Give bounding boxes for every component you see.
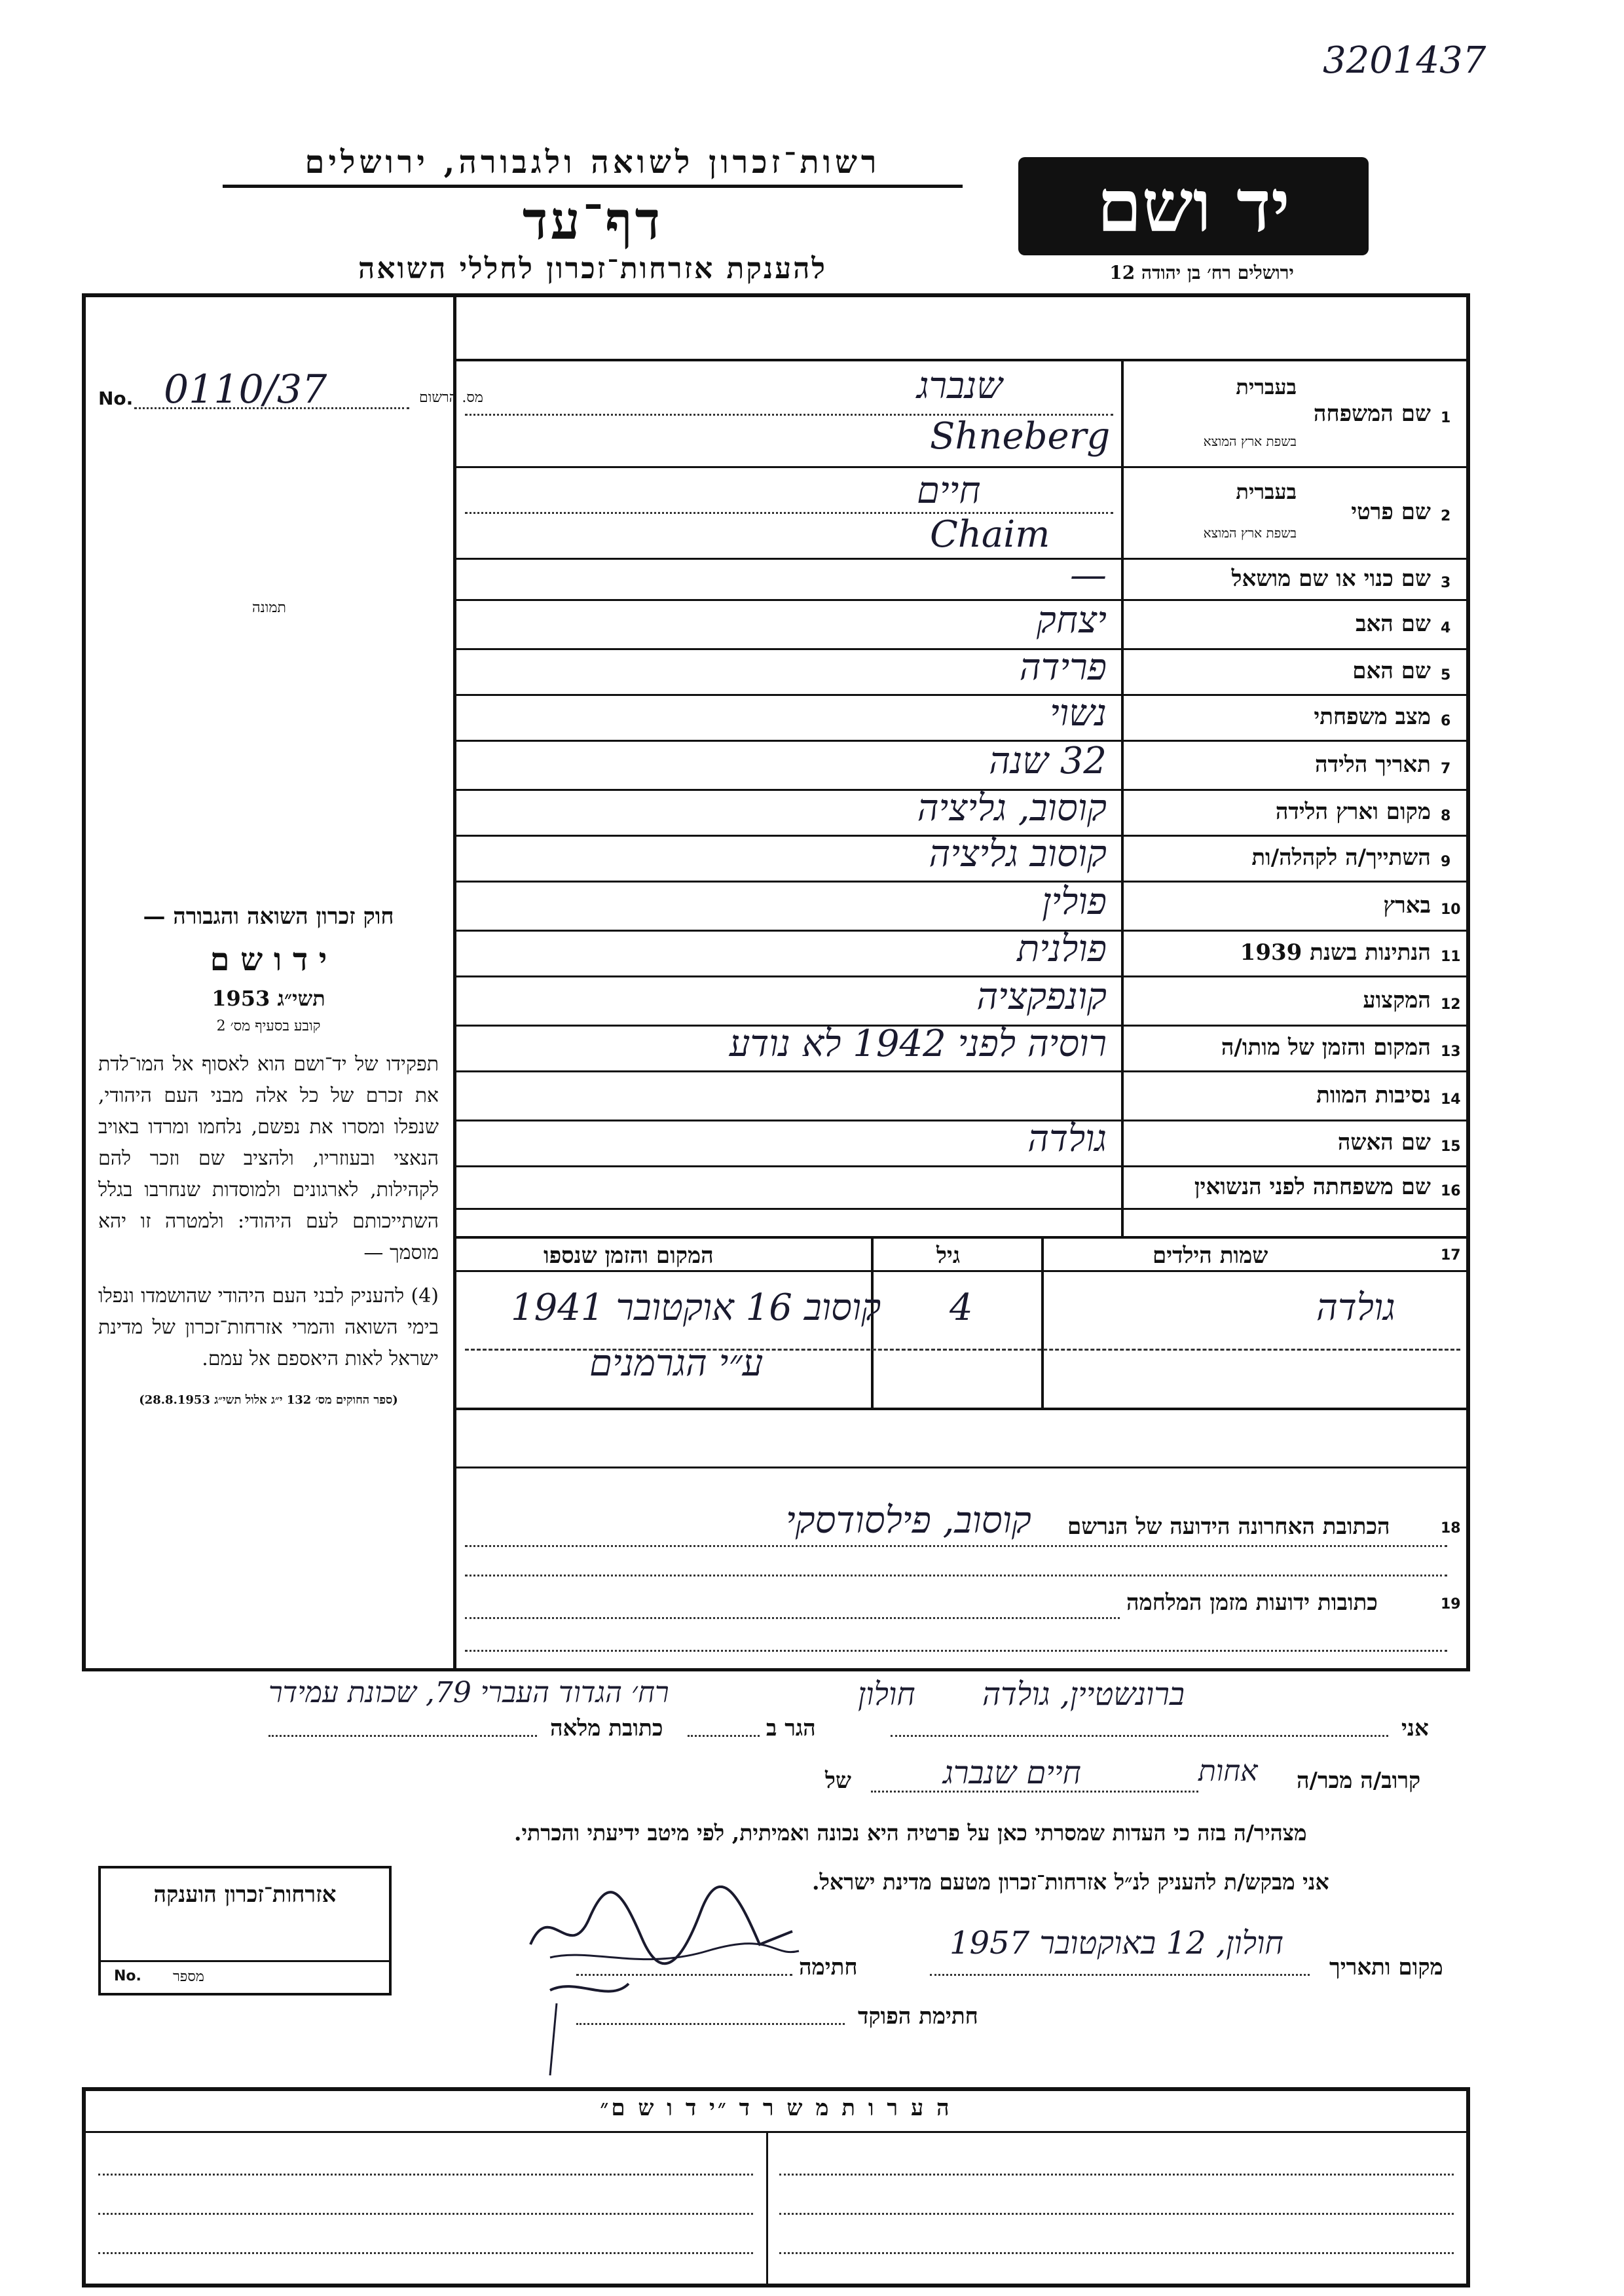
field-label: שם כנוי או שם מושאל [1231, 565, 1431, 592]
notes-top-line [82, 2087, 1470, 2091]
law-box [98, 903, 439, 1407]
ani-label: אני [1401, 1715, 1429, 1741]
office-notes-title: ה ע ר ו ת מ ש ר ד ״י ד ו ש ם״ [600, 2095, 952, 2121]
photo-label: תמונה [252, 600, 286, 616]
notes-header-line [82, 2131, 1470, 2133]
law-section: קובע בסעיף מס׳ 2 [216, 1018, 321, 1034]
logo-text: יד ושם [1097, 164, 1290, 248]
field-row-line [456, 930, 1466, 932]
field-number: 4 [1441, 619, 1451, 636]
field-value: רוסיה לפני 1942 לא נודע [729, 1023, 1107, 1065]
header-row-line [456, 359, 1466, 361]
field-label: שם פרטי [1351, 499, 1431, 525]
field-value: יצחק [1036, 598, 1107, 642]
field-label: בארץ [1383, 892, 1431, 919]
law-title: חוק זכרון השואה והגבורה — [143, 903, 394, 930]
citizenship-number-label: מספר [173, 1969, 204, 1985]
field-sublabel-origin: בשפת ארץ המוצא [1203, 525, 1297, 541]
full-address-value: רח׳ הגדוד העברי 79, שכונת עמידר [268, 1676, 669, 1709]
field-value-latin: Chaim [930, 513, 1050, 556]
field-value: קוסוב גליציה [929, 833, 1107, 875]
child-age: 4 [950, 1286, 973, 1329]
field-number: 14 [1441, 1091, 1461, 1108]
law-year: תשי״ג 1953 [212, 986, 325, 1011]
institution-title: רשות־זכרון לשואה ולגבורה, ירושלים [223, 144, 963, 188]
field-value-latin: Shneberg [930, 415, 1111, 458]
field-value: גולדה [1027, 1118, 1107, 1160]
archive-number: 3201437 [1323, 39, 1486, 82]
field-number: 12 [1441, 996, 1461, 1013]
children-col-names: שמות הילדים [1153, 1243, 1268, 1269]
field-row-line [456, 466, 1466, 468]
registration-number [98, 367, 483, 412]
field-number: 8 [1441, 808, 1451, 824]
field-value-hebrew: חיים [917, 469, 981, 512]
children-col-line-2 [1041, 1236, 1044, 1408]
registration-label: מס. הרשום [419, 390, 483, 406]
field-number: 13 [1441, 1044, 1461, 1060]
child-place-line2: ע״י הגרמנים [589, 1342, 764, 1385]
notes-right [1466, 2088, 1470, 2285]
law-body: תפקידו של יד־ושם הוא לאסוף אל המו־לדת את זכרם של כל אלה מבני העם היהודי, שנפלו ומסרו את נפשם, נלחמו ומרדו באויב הנאצי ובעוזריו, ולהציב שם וזכר להם לקהילות, לארגונים ולמוסדות שנחרבו בגלל השתייכותם לעם היהודי: ולמטרה זו יהא מוסמך — [98, 1053, 439, 1264]
field-label: שם משפחתה לפני הנשואין [1194, 1173, 1431, 1200]
child-name: גולדה [1316, 1286, 1395, 1329]
field-row-line [456, 599, 1466, 601]
field-value: נשוי [1050, 692, 1107, 735]
field-label: שם האם [1352, 658, 1431, 684]
citizenship-no: No. [114, 1968, 141, 1984]
field-label: שם המשפחה [1313, 401, 1431, 427]
field-label: השתייך/ה לקהלה/ות [1251, 845, 1431, 871]
field-row-line [456, 558, 1466, 560]
yad-vashem-logo [1018, 157, 1369, 255]
no-prefix: No. [98, 388, 134, 409]
field-row-line [456, 975, 1466, 977]
of-label: של [825, 1768, 851, 1794]
field-number: 9 [1441, 854, 1451, 870]
frame-divider [453, 293, 456, 1668]
field-number: 15 [1441, 1139, 1461, 1155]
law-citation: (ספר החוקים מס׳ 132 י״ג אלול תשי״ג 28.8.1953) [139, 1393, 398, 1407]
frame-left [82, 293, 86, 1668]
field-row-line [456, 648, 1466, 650]
field-label: מקום וארץ הלידה [1275, 799, 1431, 825]
field-label: תאריך הלידה [1314, 751, 1431, 778]
field-row-line [456, 1070, 1466, 1072]
field-number: 2 [1441, 508, 1451, 524]
field-row-line [456, 740, 1466, 742]
law-clause: (4) להעניק לבני העם היהודי שהושמדו ונפלו בימי השואה והמרי אזרחות־זכרון של מדינת ישראל לאות היאספם אל עמם. [98, 1285, 439, 1370]
field-number: 7 [1441, 760, 1451, 777]
last-address-label: הכתובת האחרונה הידועה של הנרשם [1067, 1514, 1390, 1540]
last-address-num: 18 [1441, 1520, 1461, 1537]
officer-label: חתימת הפוקד [858, 2003, 978, 2030]
relative-value: אחות [1198, 1755, 1258, 1788]
notes-bottom-line [82, 2284, 1470, 2287]
field-row-line [456, 881, 1466, 883]
registration-value: 0110/37 [164, 367, 327, 412]
notes-col-line [766, 2133, 768, 2285]
officer-signature-scribble [537, 1964, 642, 2082]
field-value: 32 שנה [989, 739, 1107, 782]
field-number: 16 [1441, 1182, 1461, 1199]
wartime-address-label: כתובות ידועות מזמן המלחמה [1126, 1590, 1378, 1616]
relative-label: קרוב/ה מכר/ה [1297, 1768, 1421, 1794]
officer-signature [537, 1964, 642, 2082]
signature-scribble [511, 1886, 812, 1977]
field-sublabel-origin: בשפת ארץ המוצא [1203, 433, 1297, 449]
last-address-value: קוסוב, פילסודסקי [786, 1499, 1031, 1542]
form-subtitle: להענקת אזרחות־זכרון לחללי השואה [358, 252, 827, 285]
citizenship-title: אזרחות־זכרון הוענקה [153, 1882, 337, 1908]
field-value: פרידה [1019, 646, 1107, 689]
field-value-hebrew: שנברג [917, 365, 1003, 407]
law-name: י ד ו ש ם [210, 941, 327, 978]
signature-label: חתימה [799, 1954, 858, 1980]
full-address-label: כתובת מלאה [550, 1715, 663, 1741]
frame-top [82, 293, 1470, 297]
field-number: 11 [1441, 949, 1461, 965]
wartime-address-num: 19 [1441, 1596, 1461, 1613]
field-number: 6 [1441, 713, 1451, 729]
children-col-age: גיל [936, 1243, 961, 1269]
field-label: שם האשה [1337, 1129, 1431, 1156]
field-number: 10 [1441, 901, 1461, 918]
children-bottom-line [456, 1408, 1466, 1410]
residence-value: חולון [858, 1676, 915, 1713]
field-label: המקום והזמן של מותו/ה [1221, 1034, 1431, 1061]
place-date-value: חולון, 12 באוקטובר 1957 [950, 1925, 1283, 1961]
field-row-line [456, 1120, 1466, 1121]
signature [511, 1886, 812, 1977]
field-row-line [456, 694, 1466, 696]
notes-left [82, 2088, 86, 2285]
field-label: הנתינות בשנת 1939 [1240, 939, 1431, 966]
field-label: מצב משפחתי [1314, 704, 1431, 730]
children-header-line [456, 1270, 1466, 1272]
frame-right [1466, 293, 1470, 1668]
logo-address: ירושלים רח׳ בן יהודה 12 [1109, 262, 1294, 283]
field-sublabel-hebrew: בעברית [1236, 374, 1297, 399]
field-value: קונפקציה [976, 975, 1107, 1018]
field-row-line [456, 1208, 1466, 1210]
field-sublabel-hebrew: בעברית [1236, 479, 1297, 504]
field-number: 5 [1441, 667, 1451, 683]
child-place: קוסוב 16 אוקטובר 1941 [511, 1286, 881, 1329]
citizenship-box [98, 1866, 392, 1995]
declaration-request: אני מבקש/ת להעניק לנ״ל אזרחות־זכרון מטעם מדינת ישראל. [812, 1869, 1329, 1895]
field-number: 1 [1441, 410, 1451, 426]
address-top-line [456, 1467, 1466, 1468]
of-value: חיים שנברג [943, 1755, 1081, 1791]
field-label: המקצוע [1363, 987, 1431, 1013]
field-label: נסיבות המוות [1316, 1082, 1431, 1108]
field-value: — [1070, 553, 1107, 596]
field-value: פולנית [1017, 928, 1107, 970]
field-label: שם האב [1356, 610, 1431, 637]
children-top-line [456, 1236, 1466, 1239]
declaration-statement: מצהיר/ה בזה כי העדות שמסרתי כאן על פרטיה היא נכונה ואמיתית, לפי מיטב ידיעתי והכרתי. [514, 1820, 1307, 1846]
field-value: פולין [1042, 880, 1107, 923]
field-row-line [456, 1165, 1466, 1167]
field-value: קוסוב, גליציה [917, 787, 1107, 829]
place-date-label: מקום ותאריך [1329, 1954, 1443, 1980]
children-col-place: המקום והזמן שנספו [544, 1243, 714, 1269]
ani-value: ברונשטיין, גולדה [982, 1676, 1185, 1713]
residence-label: הגר ב [766, 1715, 816, 1741]
declaration-top-line [82, 1668, 1470, 1671]
children-num: 17 [1441, 1247, 1461, 1264]
form-title: דף־עד [522, 190, 663, 251]
field-number: 3 [1441, 574, 1451, 591]
label-col-line [1121, 359, 1124, 1236]
